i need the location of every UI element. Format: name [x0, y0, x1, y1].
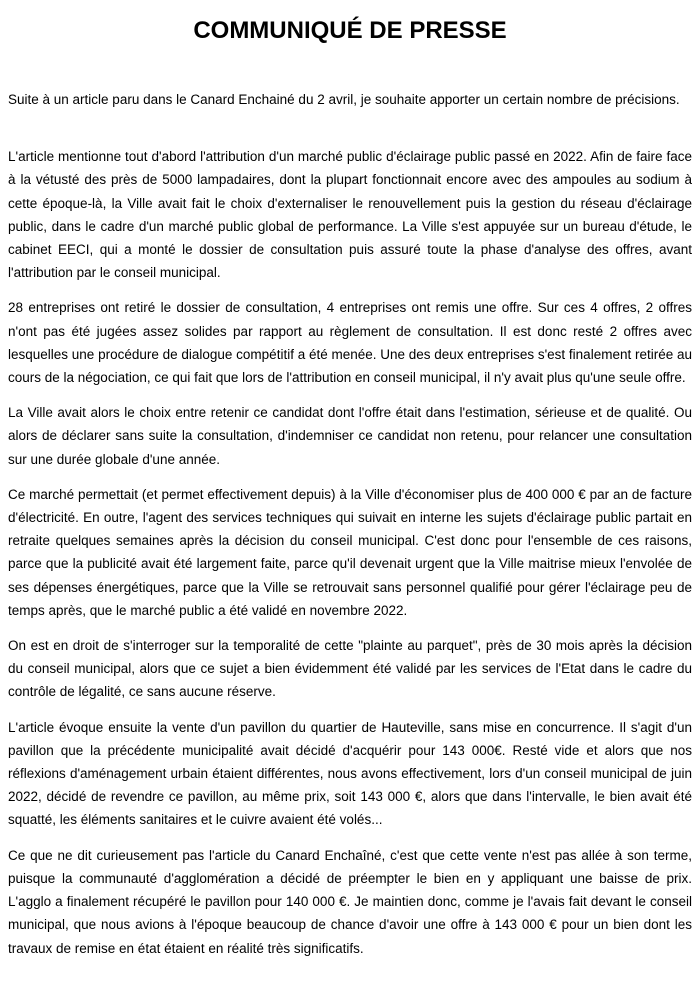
paragraph-bidders: 28 entreprises ont retiré le dossier de consultation, 4 entreprises ont remis une offre. Sur ces 4 offres, 2 offres n'ont pas été jugées assez solides par rapport au règlement de consultation. Il est donc resté 2 offres avec lesquelles une procédure de dialogue compétitif a été menée. Une des deux entreprises s'est finalement retirée au cours de la négociation, ce qui fait que lors de l'attribution en conseil municipal, il n'y avait plus qu'une seule offre. — [8, 300, 692, 386]
paragraph-preemption: Ce que ne dit curieusement pas l'article du Canard Enchaîné, c'est que cette vente n'est pas allée à son terme, puisque la communauté d'agglomération a décidé de préempter le bien en y appliquant une baisse de prix. L'agglo a finalement récupéré le pavillon pour 140 000 €. Je maintien donc, comme je l'avais fait devant le conseil municipal, que nous avions à l'époque beaucoup de chance d'avoir une offre à 143 000 € pour un bien dont les travaux de remise en état étaient en réalité très significatifs. — [8, 847, 692, 956]
document-title: COMMUNIQUÉ DE PRESSE — [193, 17, 507, 44]
paragraph-pavilion-sale: L'article évoque ensuite la vente d'un pavillon du quartier de Hauteville, sans mise en concurrence. Il s'agit d'un pavillon que la précédente municipalité avait décidé d'acquérir pour 143 000€. Resté vide et alors que nos réflexions d'aménagement urbain étaient différentes, nous avons effectivement, lors d'un conseil municipal de juin 2022, décidé de revendre ce pavillon, au même prix, soit 143 000 €, alors que dans l'intervalle, le bien avait été squatté, les éléments sanitaires et le cuivre avaient été volés... — [8, 719, 692, 828]
paragraph-intro: Suite à un article paru dans le Canard Enchainé du 2 avril, je souhaite apporter un certain nombre de précisions. — [8, 92, 680, 107]
paragraph-choice: La Ville avait alors le choix entre retenir ce candidat dont l'offre était dans l'estimation, sérieuse et de qualité. Ou alors de déclarer sans suite la consultation, d'indemniser ce candidat non retenu, pour relancer une consultation sur une durée globale d'une année. — [8, 405, 692, 467]
paragraph-complaint-timing: On est en droit de s'interroger sur la temporalité de cette "plainte au parquet", près de 30 mois après la décision du conseil municipal, alors que ce sujet a bien évidemment été validé par les services de l'Etat dans le cadre du contrôle de légalité, ce sans aucune réserve. — [8, 638, 692, 700]
document-body — [8, 88, 692, 960]
paragraph-savings: Ce marché permettait (et permet effectivement depuis) à la Ville d'économiser plus de 400 000 € par an de facture d'électricité. En outre, l'agent des services techniques qui suivait en interne les sujets d'éclairage public partait en retraite quelques semaines après la décision du conseil municipal. C'est donc pour l'ensemble de ces raisons, parce que la publicité avait été largement faite, parce qu'il devenait urgent que la Ville maitrise mieux l'envolée de ses dépenses énergétiques, parce que la Ville se retrouvait sans personnel qualifié pour gérer l'éclairage peu de temps après, que le marché public a été validé en novembre 2022. — [8, 486, 692, 618]
paragraph-lighting-contract: L'article mentionne tout d'abord l'attribution d'un marché public d'éclairage public passé en 2022. Afin de faire face à la vétusté des près de 5000 lampadaires, dont la plupart fonctionnait encore avec des ampoules au sodium à cette époque-là, la Ville avait fait le choix d'externaliser le renouvellement puis la gestion du réseau d'éclairage public, dans le cadre d'un marché public global de performance. La Ville s'est appuyée sur un bureau d'étude, le cabinet EECI, qui a monté le dossier de consultation puis assuré toute la phase d'analyse des offres, avant l'attribution par le conseil municipal. — [8, 149, 692, 281]
